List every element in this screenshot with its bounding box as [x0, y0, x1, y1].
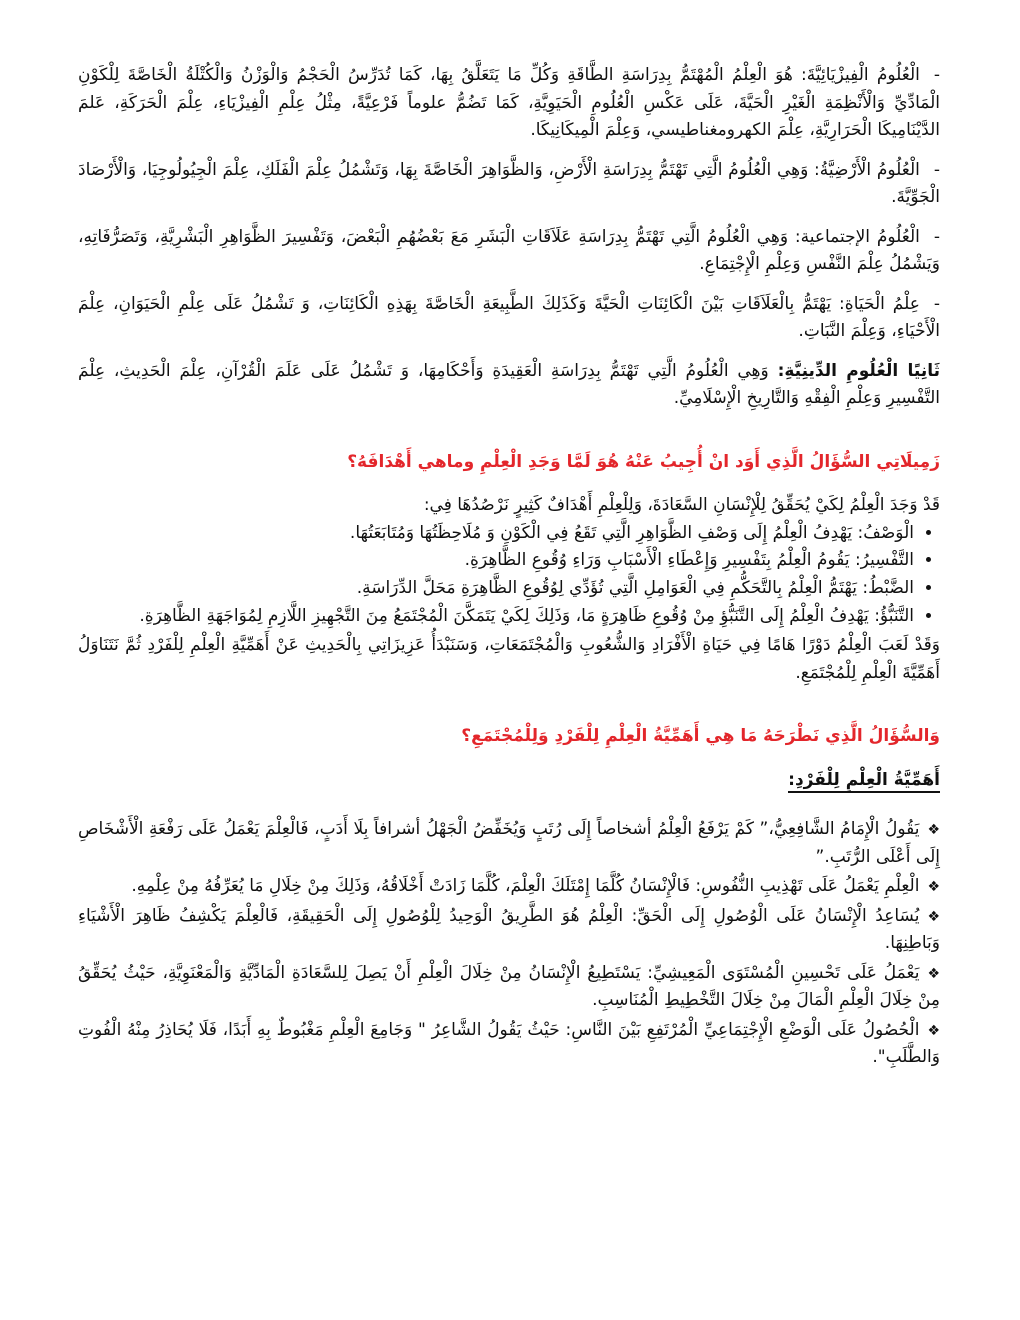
dash-marker: - — [933, 226, 940, 247]
section-gap — [78, 806, 940, 816]
definition-life — [78, 291, 940, 346]
religious-sciences-label: ثَانِيًا الْعُلُومِ الدِّينِيَّةِ: — [777, 360, 940, 381]
goal-item-control: • الضَّبْطُ: يَهْتَمُّ الْعِلْمُ بِالتَّحَكُّمِ فِي الْعَوَامِلِ الَّتِي تُؤَدِّي لِوُقُوعِ الظَّاهِرَةِ مَحَلَّ الدِّرَاسَةِ. — [78, 575, 914, 603]
definition-physical-text: الْعُلُومُ الْفِيزْيَائِيَّةَ: هُوَ الْعِلْمُ الْمُهْتَمُّ بِدِرَاسَةِ الطَّاقَةِ وَكُلِّ مَا يَتَعَلَّقُ بِهَا، كَمَا تُدَرِّسُ الْحَجْمُ وَالْوَزْنُ وَالْكُتْلَةُ الْخَاصَّةَ لِلْكَوْنِ الْمَادِّيِّ وَالْأَنْظِمَةِ الْغَيْرِ الْحَيَّةَ، عَلَى عَكْسِ الْعُلُومِ الْحَيَوِيَّةِ، كَمَا تَضُمُّ علوماً فَرْعِيَّةً، مِثْلُ عِلْمِ الْفِيزْيَاءِ، عِلْمَ الْحَرَكَةِ، عَلمَ الدَّيْنَامِيكَا الْحَرَارِيَّةِ، عِلْمَ الكهرومغناطيسي، وَعِلْمَ الْمِيكَانِيكَا. — [78, 65, 940, 141]
importance-item-text: الْحُصُولُ عَلَى الْوَضْعِ الْإِجْتِمَاعِيِّ الْمُرْتَفِعِ بَيْنَ النَّاسِ: حَيْثُ يَقُولُ الشَّاعِرُ " وَجَامِعَ الْعِلْمِ مَغْبُوطٌ بِهِ أَبَدًا، فَلَا يُحَاذِرُ مِنْهُ الْفُوتِ وَالطَّلَبِ". — [78, 1019, 940, 1068]
importance-item-text: يَعْمَلُ عَلَى تَحْسِينِ الْمُسْتَوَى الْمَعِيشِيِّ: يَسْتَطِيعُ الْإِنْسَانُ مِنْ خِلَالَ الْعِلْمِ أَنْ يَصِلَ لِلسَّعَادَةِ الْمَادِّيَّةِ وَالْمَعْنَوِيَّةِ، حَيْثُ يُحَقِّقُ مِنْ خِلَالَ الْعِلْمِ الْمَالَ مِنْ خِلَالَ التَّخْطِيطِ الْمُنَاسِبِ. — [78, 962, 940, 1011]
goals-intro: قَدْ وَجَدَ الْعِلْمُ لِكَيْ يُحَقِّقُ لِلْإِنْسَانِ السَّعَادَةَ، وَلِلْعِلْمِ أَهْدَافٌ كَثِيرٍ نَرْصُدُهَا فِي: — [423, 495, 940, 516]
question-heading-goals: زَمِيلَاتِي السُّؤَالُ الَّذِي أَوَد انْ أُجِيبُ عَنْهُ هُوَ لَمَّا وَجَدِ الْعِلْمِ وماهي أَهْدَافَهُ؟ — [347, 451, 940, 472]
importance-item — [78, 873, 940, 901]
definition-social-text: الْعُلُومُ الإجتماعية: وَهِي الْعُلُومُ الَّتِي تَهْتَمُّ بِدِرَاسَةِ عَلَاَقَاتِ الْبَشَرِ مَعَ بَعْضُهُمِ الْبَعْضَ، وَتَفْسِيرَ الظَّوَاهِرِ الْبَشْرِيَّةِ، وَتَصَرُّفَاتِهِ، وَيَشْمُلُ عِلْمَ النَّفْسِ وَعِلْمِ الْإِجْتِمَاعِ. — [78, 226, 940, 275]
importance-item — [78, 903, 940, 958]
importance-item-text: يَقُولُ الْإِمَامُ الشَّافِعِيُّ،” كَمْ يَرْفَعُ الْعِلْمُ أشخاصاً إِلَى رُتَبٍ وَيُخَفِّضُ الْجَهْلُ أشرافاً بِلَا أَدَبٍ، فَالْعِلْمَ يَعْمَلُ عَلَى رَفْعَةِ الْأَشْخَاصِ إِلَى أَعْلَى الرُّتَبِ.” — [78, 819, 940, 867]
document-page — [78, 62, 940, 1074]
question-heading-importance: وَالسُّؤَالُ الَّذِي نَطْرَحَهُ مَا هِي أَهَمِّيَّةُ الْعِلْمِ لِلْفَرْدِ وَلِلْمُجْتَمَعِ؟ — [461, 726, 940, 747]
definition-social — [78, 224, 940, 279]
goals-list — [78, 520, 940, 630]
importance-item — [78, 816, 940, 871]
four-diamond-icon: ❖ — [927, 879, 940, 896]
definition-earth — [78, 157, 940, 212]
four-diamond-icon: ❖ — [927, 1022, 940, 1039]
four-diamond-icon: ❖ — [927, 965, 940, 982]
dash-marker: - — [933, 65, 940, 85]
dash-marker: - — [933, 293, 940, 314]
importance-item — [78, 1017, 940, 1072]
importance-individual-heading — [78, 767, 940, 795]
goal-item-explanation: • التَّفْسِيرُ: يَقُومُ الْعِلْمُ بِتَفْسِيرِ وَإِعْطَاءِ الْأَسْبَابِ وَرَاءِ وُقُوعِ الظَّاهِرَةِ. — [78, 547, 914, 575]
goal-item-description: • الْوَصْفُ: يَهْدِفُ الْعِلْمُ إِلَى وَصْفِ الظَّوَاهِرِ الَّتِي تَقَعُ فِي الْكَوْنِ وَ مُلَاحِظَتُهَا وَمُتَابَعَتُهَا. — [78, 520, 914, 548]
role-of-science-paragraph: وَقَدْ لَعَبَ الْعِلْمُ دَوْرًا هَامًا فِي حَيَاةِ الْأَفْرَادِ وَالشُّعُوبِ وَالْمُجْتَمَعَاتِ، وَسَنَبْدَأُ عَزِيزَاتِي بِالْحَدِيثِ عَنْ أَهَمِّيَّةِ الْعِلْمِ لِلْفَرْدِ ثُمَّ نَتَنَاوَلُ أَهَمِّيَّةَ الْعِلْمِ لِلْمُجْتَمَعِ. — [78, 635, 940, 683]
section-gap — [78, 699, 940, 709]
dash-marker: - — [933, 159, 940, 180]
importance-item-text: يُسَاعِدُ الْإِنْسَانُ عَلَى الْوُصُولِ إِلَى الْحَقِّ: الْعِلْمُ هُوَ الطَّرِيقُ الْوَحِيدُ لِلْوُصُولِ إِلَى الْحَقِيقَةِ، فَالْعِلْمَ يَكْشِفُ ظَاهِرَ الْأَشْيَاءِ وَبَاطِنِهَا. — [78, 905, 940, 954]
definition-earth-text: الْعُلُومُ الْأَرْضِيَّةُ: وَهِي الْعُلُومُ الَّتِي تَهْتَمُّ بِدِرَاسَةِ الْأَرْضِ، وَالظَّوَاهِرَ الْخَاصَّةَ بِهَا، وَتَشْمُلُ عِلْمَ الْفَلَكِ، عِلْمَ الْجِيُولُوجِيَا، وَالْأَرْصَادَ الْجَوِّيَّةَ. — [78, 159, 940, 208]
religious-sciences-paragraph — [78, 358, 940, 413]
definition-life-text: عِلْمُ الْحَيَاةِ: يَهْتَمُّ بِالْعَلَاَقَاتِ بَيْنَ الْكَائِنَاتِ الْحَيَّةَ وَكَذَلِكَ الطَّبِيعَةِ الْخَاصَّةَ بِهَذِهِ الْكَائِنَاتِ، وَ تَشْمُلُ عَلَى عِلْمِ الْحَيَوَانِ، عِلْمَ الْأَحْيَاءِ، وَعِلْمَ النَّبَاتِ. — [78, 293, 940, 342]
importance-item — [78, 960, 940, 1015]
importance-item-text: الْعِلْمِ يَعْمَلُ عَلَى تَهْذِيبِ النُّفُوسِ: فَالْإِنْسَانُ كُلَّمَا إِمْتَلَكَ الْعِلْمَ، كُلَّمَا زَادَتْ أَخْلَاقُهُ، وَذَلِكَ مِنْ خِلَالِ مَا يُعَرِّفُهُ مِنْ عِلْمِهِ. — [131, 876, 920, 897]
importance-individual-title: أَهَمِّيَّةُ الْعِلْمِ لِلْفَرْدِ: — [788, 770, 940, 793]
four-diamond-icon: ❖ — [927, 908, 940, 925]
religious-sciences-text: وَهِي الْعُلُومُ الَّتِي تَهْتَمُّ بِدِرَاسَةِ الْعَقِيدَةِ وَأَحْكَامِهَا، وَ تَشْمُلُ عَلَى عَلَمَ الْقُرْآنِ، عِلْمَ الْحَدِيثِ، عِلْمَ التَّفْسِيرِ وَعِلْمِ الْفِقْهِ وَالتَّارِيخِ الْإِسْلَامِيِّ. — [78, 360, 940, 409]
four-diamond-icon: ❖ — [927, 822, 940, 839]
section-gap — [78, 425, 940, 435]
definition-physical — [78, 62, 940, 145]
goal-item-prediction: • التَّنَبُّؤُ: يَهْدِفُ الْعِلْمُ إِلَى التَّنَبُّؤِ مِنْ وُقُوعِ ظَاهِرَةٍ مَا، وَذَلِكَ لِكَيْ يَتَمَكَّنَ الْمُجْتَمَعُ مِنَ التَّجْهِيزِ اللَّازِمِ لِمُوَاجَهَةِ الظَّاهِرَةِ. — [78, 603, 914, 631]
